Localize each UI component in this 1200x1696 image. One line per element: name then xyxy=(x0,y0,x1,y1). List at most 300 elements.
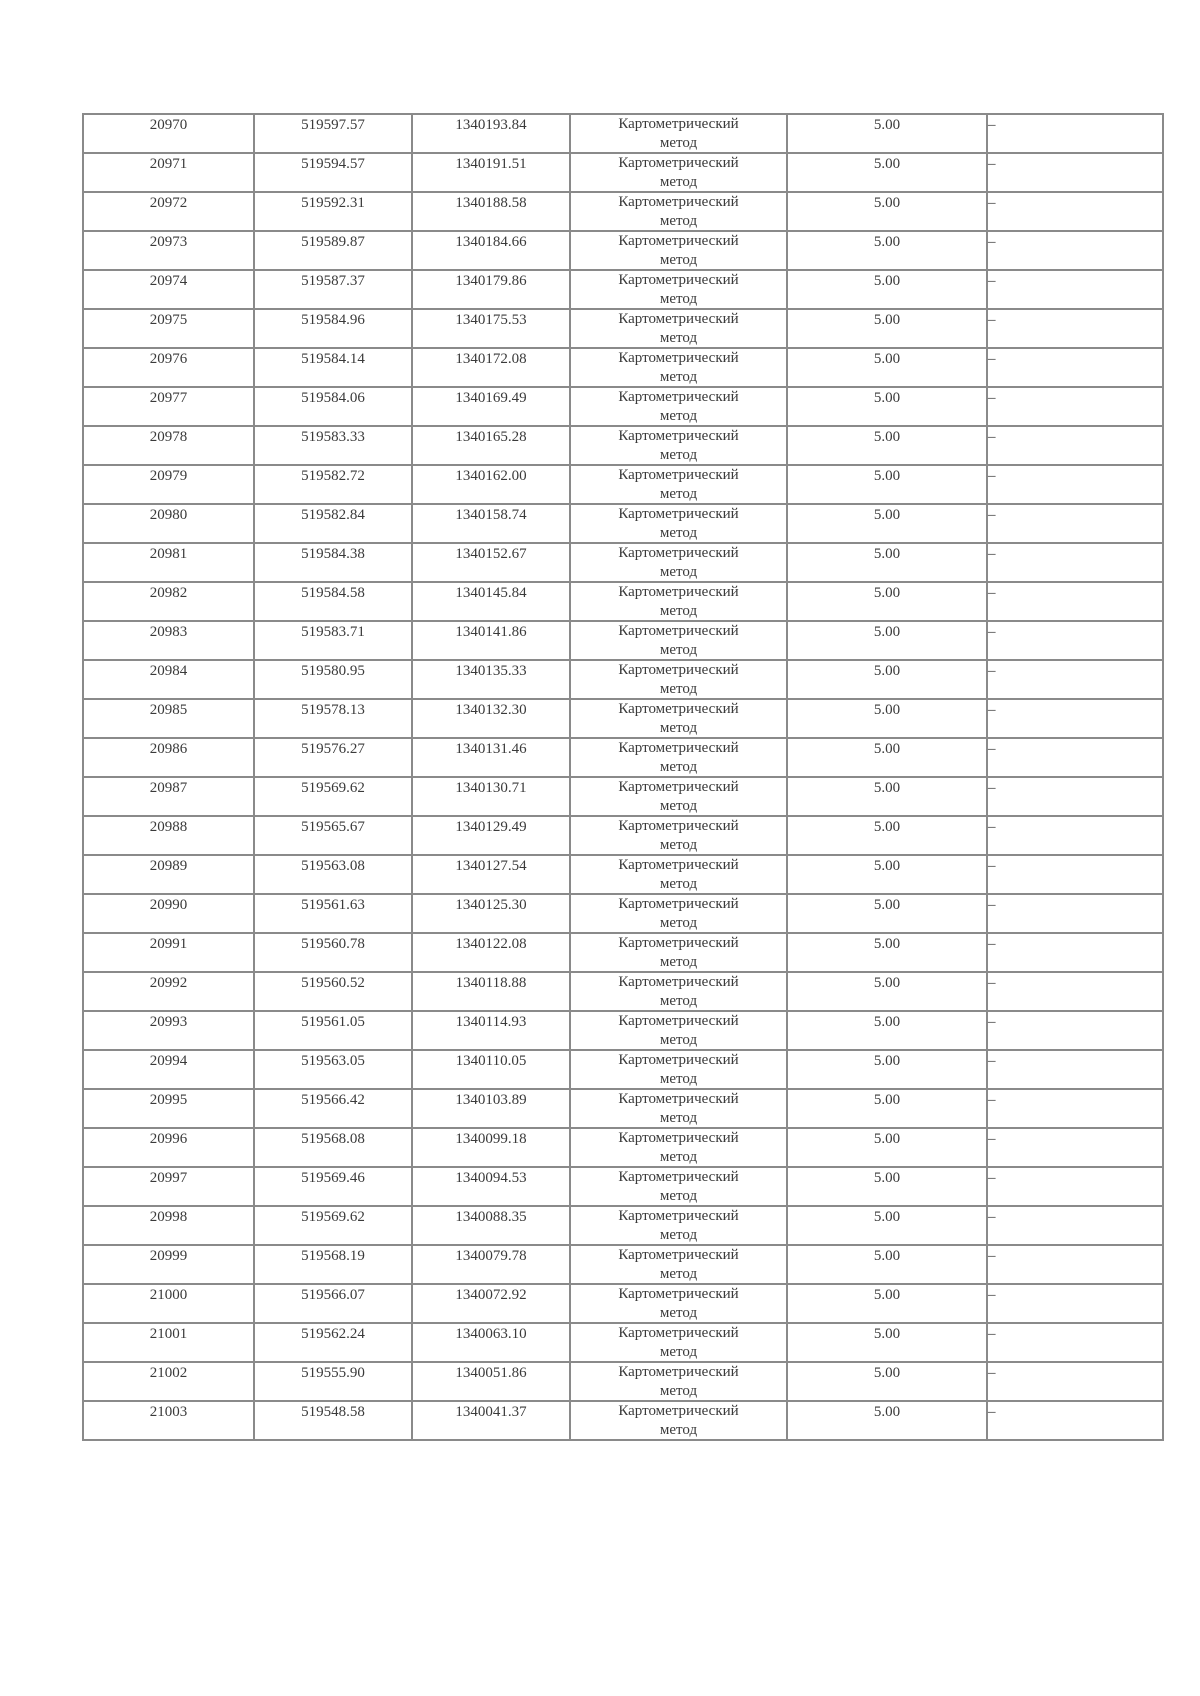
note-cell: – xyxy=(987,114,1163,153)
method-line2: метод xyxy=(659,876,698,892)
note-cell: – xyxy=(987,270,1163,309)
point-number-cell: 20995 xyxy=(83,1089,254,1128)
x-coordinate-cell: 519561.63 xyxy=(254,894,412,933)
table-row xyxy=(83,465,1163,504)
x-coordinate-cell: 519583.71 xyxy=(254,621,412,660)
method-cell xyxy=(570,738,787,777)
table-row xyxy=(83,1362,1163,1401)
x-coordinate-cell: 519560.52 xyxy=(254,972,412,1011)
point-number-cell: 20974 xyxy=(83,270,254,309)
x-coordinate-cell: 519568.19 xyxy=(254,1245,412,1284)
y-coordinate-cell: 1340118.88 xyxy=(412,972,570,1011)
point-number-cell: 20997 xyxy=(83,1167,254,1206)
note-cell: – xyxy=(987,660,1163,699)
table-row xyxy=(83,816,1163,855)
method-line2: метод xyxy=(659,291,698,307)
note-cell: – xyxy=(987,426,1163,465)
accuracy-cell: 5.00 xyxy=(787,1050,987,1089)
method-line2: метод xyxy=(659,408,698,424)
x-coordinate-cell: 519584.06 xyxy=(254,387,412,426)
point-number-cell: 20990 xyxy=(83,894,254,933)
table-row xyxy=(83,1245,1163,1284)
table-row xyxy=(83,1011,1163,1050)
point-number-cell: 20977 xyxy=(83,387,254,426)
method-line1: Картометрический xyxy=(618,623,739,639)
method-line1: Картометрический xyxy=(618,1208,739,1224)
y-coordinate-cell: 1340132.30 xyxy=(412,699,570,738)
note-cell: – xyxy=(987,1089,1163,1128)
y-coordinate-cell: 1340129.49 xyxy=(412,816,570,855)
accuracy-cell: 5.00 xyxy=(787,1128,987,1167)
accuracy-cell: 5.00 xyxy=(787,1323,987,1362)
accuracy-cell: 5.00 xyxy=(787,1167,987,1206)
method-cell xyxy=(570,1167,787,1206)
y-coordinate-cell: 1340110.05 xyxy=(412,1050,570,1089)
note-cell: – xyxy=(987,192,1163,231)
method-cell xyxy=(570,660,787,699)
method-line2: метод xyxy=(659,1422,698,1438)
method-cell xyxy=(570,933,787,972)
method-line2: метод xyxy=(659,1383,698,1399)
method-line1: Картометрический xyxy=(618,1091,739,1107)
note-cell: – xyxy=(987,972,1163,1011)
point-number-cell: 20985 xyxy=(83,699,254,738)
table-row xyxy=(83,777,1163,816)
method-line1: Картометрический xyxy=(618,350,739,366)
coordinates-table-body xyxy=(83,114,1163,1440)
y-coordinate-cell: 1340094.53 xyxy=(412,1167,570,1206)
method-line2: метод xyxy=(659,993,698,1009)
accuracy-cell: 5.00 xyxy=(787,972,987,1011)
table-row xyxy=(83,1401,1163,1440)
y-coordinate-cell: 1340041.37 xyxy=(412,1401,570,1440)
method-line1: Картометрический xyxy=(618,1403,739,1419)
note-cell: – xyxy=(987,387,1163,426)
method-line1: Картометрический xyxy=(618,974,739,990)
x-coordinate-cell: 519578.13 xyxy=(254,699,412,738)
table-row xyxy=(83,1089,1163,1128)
note-cell: – xyxy=(987,1284,1163,1323)
method-line2: метод xyxy=(659,720,698,736)
method-line2: метод xyxy=(659,252,698,268)
method-line1: Картометрический xyxy=(618,1013,739,1029)
method-line1: Картометрический xyxy=(618,506,739,522)
accuracy-cell: 5.00 xyxy=(787,699,987,738)
y-coordinate-cell: 1340063.10 xyxy=(412,1323,570,1362)
accuracy-cell: 5.00 xyxy=(787,543,987,582)
method-line1: Картометрический xyxy=(618,467,739,483)
method-line1: Картометрический xyxy=(618,1286,739,1302)
method-line2: метод xyxy=(659,915,698,931)
method-line2: метод xyxy=(659,798,698,814)
table-row xyxy=(83,231,1163,270)
x-coordinate-cell: 519594.57 xyxy=(254,153,412,192)
method-line1: Картометрический xyxy=(618,818,739,834)
note-cell: – xyxy=(987,543,1163,582)
x-coordinate-cell: 519584.58 xyxy=(254,582,412,621)
note-cell: – xyxy=(987,582,1163,621)
method-line2: метод xyxy=(659,1071,698,1087)
method-line2: метод xyxy=(659,135,698,151)
method-cell xyxy=(570,192,787,231)
table-row xyxy=(83,387,1163,426)
accuracy-cell: 5.00 xyxy=(787,465,987,504)
table-row xyxy=(83,348,1163,387)
x-coordinate-cell: 519569.62 xyxy=(254,1206,412,1245)
y-coordinate-cell: 1340172.08 xyxy=(412,348,570,387)
point-number-cell: 20984 xyxy=(83,660,254,699)
method-line2: метод xyxy=(659,1188,698,1204)
method-cell xyxy=(570,855,787,894)
method-cell xyxy=(570,1284,787,1323)
x-coordinate-cell: 519589.87 xyxy=(254,231,412,270)
note-cell: – xyxy=(987,348,1163,387)
y-coordinate-cell: 1340127.54 xyxy=(412,855,570,894)
method-line2: метод xyxy=(659,1227,698,1243)
note-cell: – xyxy=(987,1245,1163,1284)
table-row xyxy=(83,699,1163,738)
x-coordinate-cell: 519566.42 xyxy=(254,1089,412,1128)
y-coordinate-cell: 1340099.18 xyxy=(412,1128,570,1167)
method-line1: Картометрический xyxy=(618,311,739,327)
note-cell: – xyxy=(987,465,1163,504)
y-coordinate-cell: 1340188.58 xyxy=(412,192,570,231)
method-cell xyxy=(570,465,787,504)
method-line1: Картометрический xyxy=(618,116,739,132)
method-cell xyxy=(570,699,787,738)
x-coordinate-cell: 519565.67 xyxy=(254,816,412,855)
method-cell xyxy=(570,426,787,465)
x-coordinate-cell: 519587.37 xyxy=(254,270,412,309)
point-number-cell: 20993 xyxy=(83,1011,254,1050)
accuracy-cell: 5.00 xyxy=(787,1284,987,1323)
accuracy-cell: 5.00 xyxy=(787,309,987,348)
method-line1: Картометрический xyxy=(618,779,739,795)
method-line1: Картометрический xyxy=(618,545,739,561)
method-cell xyxy=(570,1362,787,1401)
accuracy-cell: 5.00 xyxy=(787,660,987,699)
method-cell xyxy=(570,777,787,816)
point-number-cell: 20998 xyxy=(83,1206,254,1245)
y-coordinate-cell: 1340165.28 xyxy=(412,426,570,465)
method-cell xyxy=(570,1323,787,1362)
method-line2: метод xyxy=(659,174,698,190)
point-number-cell: 20978 xyxy=(83,426,254,465)
point-number-cell: 20987 xyxy=(83,777,254,816)
accuracy-cell: 5.00 xyxy=(787,777,987,816)
method-line1: Картометрический xyxy=(618,584,739,600)
note-cell: – xyxy=(987,1167,1163,1206)
accuracy-cell: 5.00 xyxy=(787,348,987,387)
method-cell xyxy=(570,1128,787,1167)
method-line1: Картометрический xyxy=(618,857,739,873)
method-cell xyxy=(570,387,787,426)
note-cell: – xyxy=(987,1401,1163,1440)
y-coordinate-cell: 1340191.51 xyxy=(412,153,570,192)
table-row xyxy=(83,270,1163,309)
note-cell: – xyxy=(987,621,1163,660)
point-number-cell: 20999 xyxy=(83,1245,254,1284)
accuracy-cell: 5.00 xyxy=(787,816,987,855)
method-line2: метод xyxy=(659,486,698,502)
x-coordinate-cell: 519580.95 xyxy=(254,660,412,699)
point-number-cell: 20973 xyxy=(83,231,254,270)
method-line1: Картометрический xyxy=(618,1169,739,1185)
y-coordinate-cell: 1340158.74 xyxy=(412,504,570,543)
table-row xyxy=(83,1284,1163,1323)
method-line2: метод xyxy=(659,603,698,619)
table-row xyxy=(83,1206,1163,1245)
y-coordinate-cell: 1340103.89 xyxy=(412,1089,570,1128)
note-cell: – xyxy=(987,933,1163,972)
method-line2: метод xyxy=(659,525,698,541)
point-number-cell: 20980 xyxy=(83,504,254,543)
method-cell xyxy=(570,816,787,855)
y-coordinate-cell: 1340141.86 xyxy=(412,621,570,660)
x-coordinate-cell: 519561.05 xyxy=(254,1011,412,1050)
note-cell: – xyxy=(987,231,1163,270)
table-row xyxy=(83,855,1163,894)
method-cell xyxy=(570,543,787,582)
x-coordinate-cell: 519548.58 xyxy=(254,1401,412,1440)
y-coordinate-cell: 1340145.84 xyxy=(412,582,570,621)
y-coordinate-cell: 1340152.67 xyxy=(412,543,570,582)
table-row xyxy=(83,738,1163,777)
accuracy-cell: 5.00 xyxy=(787,192,987,231)
note-cell: – xyxy=(987,1206,1163,1245)
accuracy-cell: 5.00 xyxy=(787,738,987,777)
y-coordinate-cell: 1340131.46 xyxy=(412,738,570,777)
x-coordinate-cell: 519582.72 xyxy=(254,465,412,504)
x-coordinate-cell: 519582.84 xyxy=(254,504,412,543)
method-line1: Картометрический xyxy=(618,1130,739,1146)
method-cell xyxy=(570,1050,787,1089)
point-number-cell: 20992 xyxy=(83,972,254,1011)
method-cell xyxy=(570,114,787,153)
point-number-cell: 21002 xyxy=(83,1362,254,1401)
method-line2: метод xyxy=(659,1305,698,1321)
method-cell xyxy=(570,1401,787,1440)
method-line2: метод xyxy=(659,1344,698,1360)
y-coordinate-cell: 1340179.86 xyxy=(412,270,570,309)
method-line2: метод xyxy=(659,369,698,385)
y-coordinate-cell: 1340130.71 xyxy=(412,777,570,816)
accuracy-cell: 5.00 xyxy=(787,426,987,465)
method-line1: Картометрический xyxy=(618,662,739,678)
method-line2: метод xyxy=(659,447,698,463)
accuracy-cell: 5.00 xyxy=(787,1362,987,1401)
point-number-cell: 20996 xyxy=(83,1128,254,1167)
note-cell: – xyxy=(987,309,1163,348)
method-line1: Картометрический xyxy=(618,233,739,249)
accuracy-cell: 5.00 xyxy=(787,504,987,543)
x-coordinate-cell: 519566.07 xyxy=(254,1284,412,1323)
accuracy-cell: 5.00 xyxy=(787,231,987,270)
point-number-cell: 21001 xyxy=(83,1323,254,1362)
method-cell xyxy=(570,1206,787,1245)
y-coordinate-cell: 1340175.53 xyxy=(412,309,570,348)
coordinates-table xyxy=(82,113,1164,1441)
x-coordinate-cell: 519584.38 xyxy=(254,543,412,582)
table-row xyxy=(83,153,1163,192)
note-cell: – xyxy=(987,816,1163,855)
table-row xyxy=(83,582,1163,621)
table-row xyxy=(83,1050,1163,1089)
x-coordinate-cell: 519597.57 xyxy=(254,114,412,153)
method-line1: Картометрический xyxy=(618,896,739,912)
method-line1: Картометрический xyxy=(618,194,739,210)
y-coordinate-cell: 1340135.33 xyxy=(412,660,570,699)
table-row xyxy=(83,972,1163,1011)
note-cell: – xyxy=(987,738,1163,777)
y-coordinate-cell: 1340184.66 xyxy=(412,231,570,270)
method-cell xyxy=(570,231,787,270)
table-row xyxy=(83,1323,1163,1362)
method-cell xyxy=(570,1011,787,1050)
point-number-cell: 20994 xyxy=(83,1050,254,1089)
method-line1: Картометрический xyxy=(618,701,739,717)
method-line1: Картометрический xyxy=(618,155,739,171)
method-line2: метод xyxy=(659,681,698,697)
method-line1: Картометрический xyxy=(618,935,739,951)
note-cell: – xyxy=(987,894,1163,933)
x-coordinate-cell: 519560.78 xyxy=(254,933,412,972)
point-number-cell: 20983 xyxy=(83,621,254,660)
method-line2: метод xyxy=(659,954,698,970)
note-cell: – xyxy=(987,504,1163,543)
method-line1: Картометрический xyxy=(618,1247,739,1263)
y-coordinate-cell: 1340125.30 xyxy=(412,894,570,933)
x-coordinate-cell: 519555.90 xyxy=(254,1362,412,1401)
table-row xyxy=(83,543,1163,582)
table-row xyxy=(83,114,1163,153)
table-row xyxy=(83,894,1163,933)
accuracy-cell: 5.00 xyxy=(787,621,987,660)
accuracy-cell: 5.00 xyxy=(787,114,987,153)
table-row xyxy=(83,309,1163,348)
accuracy-cell: 5.00 xyxy=(787,855,987,894)
method-line1: Картометрический xyxy=(618,740,739,756)
method-cell xyxy=(570,621,787,660)
x-coordinate-cell: 519584.96 xyxy=(254,309,412,348)
table-row xyxy=(83,621,1163,660)
method-cell xyxy=(570,270,787,309)
method-cell xyxy=(570,582,787,621)
table-row xyxy=(83,426,1163,465)
accuracy-cell: 5.00 xyxy=(787,270,987,309)
method-cell xyxy=(570,1245,787,1284)
method-cell xyxy=(570,972,787,1011)
method-cell xyxy=(570,894,787,933)
method-cell xyxy=(570,153,787,192)
table-row xyxy=(83,504,1163,543)
method-line2: метод xyxy=(659,1032,698,1048)
y-coordinate-cell: 1340193.84 xyxy=(412,114,570,153)
x-coordinate-cell: 519576.27 xyxy=(254,738,412,777)
table-row xyxy=(83,192,1163,231)
y-coordinate-cell: 1340114.93 xyxy=(412,1011,570,1050)
note-cell: – xyxy=(987,1011,1163,1050)
point-number-cell: 20976 xyxy=(83,348,254,387)
point-number-cell: 20988 xyxy=(83,816,254,855)
note-cell: – xyxy=(987,1323,1163,1362)
accuracy-cell: 5.00 xyxy=(787,1245,987,1284)
accuracy-cell: 5.00 xyxy=(787,153,987,192)
method-line2: метод xyxy=(659,213,698,229)
accuracy-cell: 5.00 xyxy=(787,582,987,621)
accuracy-cell: 5.00 xyxy=(787,894,987,933)
point-number-cell: 20979 xyxy=(83,465,254,504)
point-number-cell: 20971 xyxy=(83,153,254,192)
accuracy-cell: 5.00 xyxy=(787,1011,987,1050)
point-number-cell: 20970 xyxy=(83,114,254,153)
method-line1: Картометрический xyxy=(618,1364,739,1380)
method-line1: Картометрический xyxy=(618,389,739,405)
method-cell xyxy=(570,504,787,543)
point-number-cell: 20991 xyxy=(83,933,254,972)
method-line2: метод xyxy=(659,759,698,775)
method-line2: метод xyxy=(659,1110,698,1126)
table-row xyxy=(83,660,1163,699)
method-cell xyxy=(570,309,787,348)
y-coordinate-cell: 1340122.08 xyxy=(412,933,570,972)
y-coordinate-cell: 1340088.35 xyxy=(412,1206,570,1245)
x-coordinate-cell: 519569.46 xyxy=(254,1167,412,1206)
method-cell xyxy=(570,348,787,387)
point-number-cell: 20986 xyxy=(83,738,254,777)
method-line2: метод xyxy=(659,642,698,658)
note-cell: – xyxy=(987,855,1163,894)
x-coordinate-cell: 519592.31 xyxy=(254,192,412,231)
x-coordinate-cell: 519563.08 xyxy=(254,855,412,894)
y-coordinate-cell: 1340051.86 xyxy=(412,1362,570,1401)
table-row xyxy=(83,1128,1163,1167)
note-cell: – xyxy=(987,1050,1163,1089)
note-cell: – xyxy=(987,1128,1163,1167)
y-coordinate-cell: 1340072.92 xyxy=(412,1284,570,1323)
point-number-cell: 21003 xyxy=(83,1401,254,1440)
method-line2: метод xyxy=(659,330,698,346)
x-coordinate-cell: 519563.05 xyxy=(254,1050,412,1089)
y-coordinate-cell: 1340079.78 xyxy=(412,1245,570,1284)
x-coordinate-cell: 519569.62 xyxy=(254,777,412,816)
method-line1: Картометрический xyxy=(618,428,739,444)
x-coordinate-cell: 519584.14 xyxy=(254,348,412,387)
method-line2: метод xyxy=(659,837,698,853)
note-cell: – xyxy=(987,153,1163,192)
point-number-cell: 21000 xyxy=(83,1284,254,1323)
y-coordinate-cell: 1340162.00 xyxy=(412,465,570,504)
accuracy-cell: 5.00 xyxy=(787,1206,987,1245)
point-number-cell: 20975 xyxy=(83,309,254,348)
accuracy-cell: 5.00 xyxy=(787,387,987,426)
method-line2: метод xyxy=(659,1149,698,1165)
y-coordinate-cell: 1340169.49 xyxy=(412,387,570,426)
x-coordinate-cell: 519562.24 xyxy=(254,1323,412,1362)
table-row xyxy=(83,933,1163,972)
table-row xyxy=(83,1167,1163,1206)
note-cell: – xyxy=(987,777,1163,816)
method-cell xyxy=(570,1089,787,1128)
method-line2: метод xyxy=(659,564,698,580)
point-number-cell: 20982 xyxy=(83,582,254,621)
point-number-cell: 20989 xyxy=(83,855,254,894)
x-coordinate-cell: 519568.08 xyxy=(254,1128,412,1167)
method-line1: Картометрический xyxy=(618,1325,739,1341)
accuracy-cell: 5.00 xyxy=(787,933,987,972)
accuracy-cell: 5.00 xyxy=(787,1401,987,1440)
method-line1: Картометрический xyxy=(618,1052,739,1068)
